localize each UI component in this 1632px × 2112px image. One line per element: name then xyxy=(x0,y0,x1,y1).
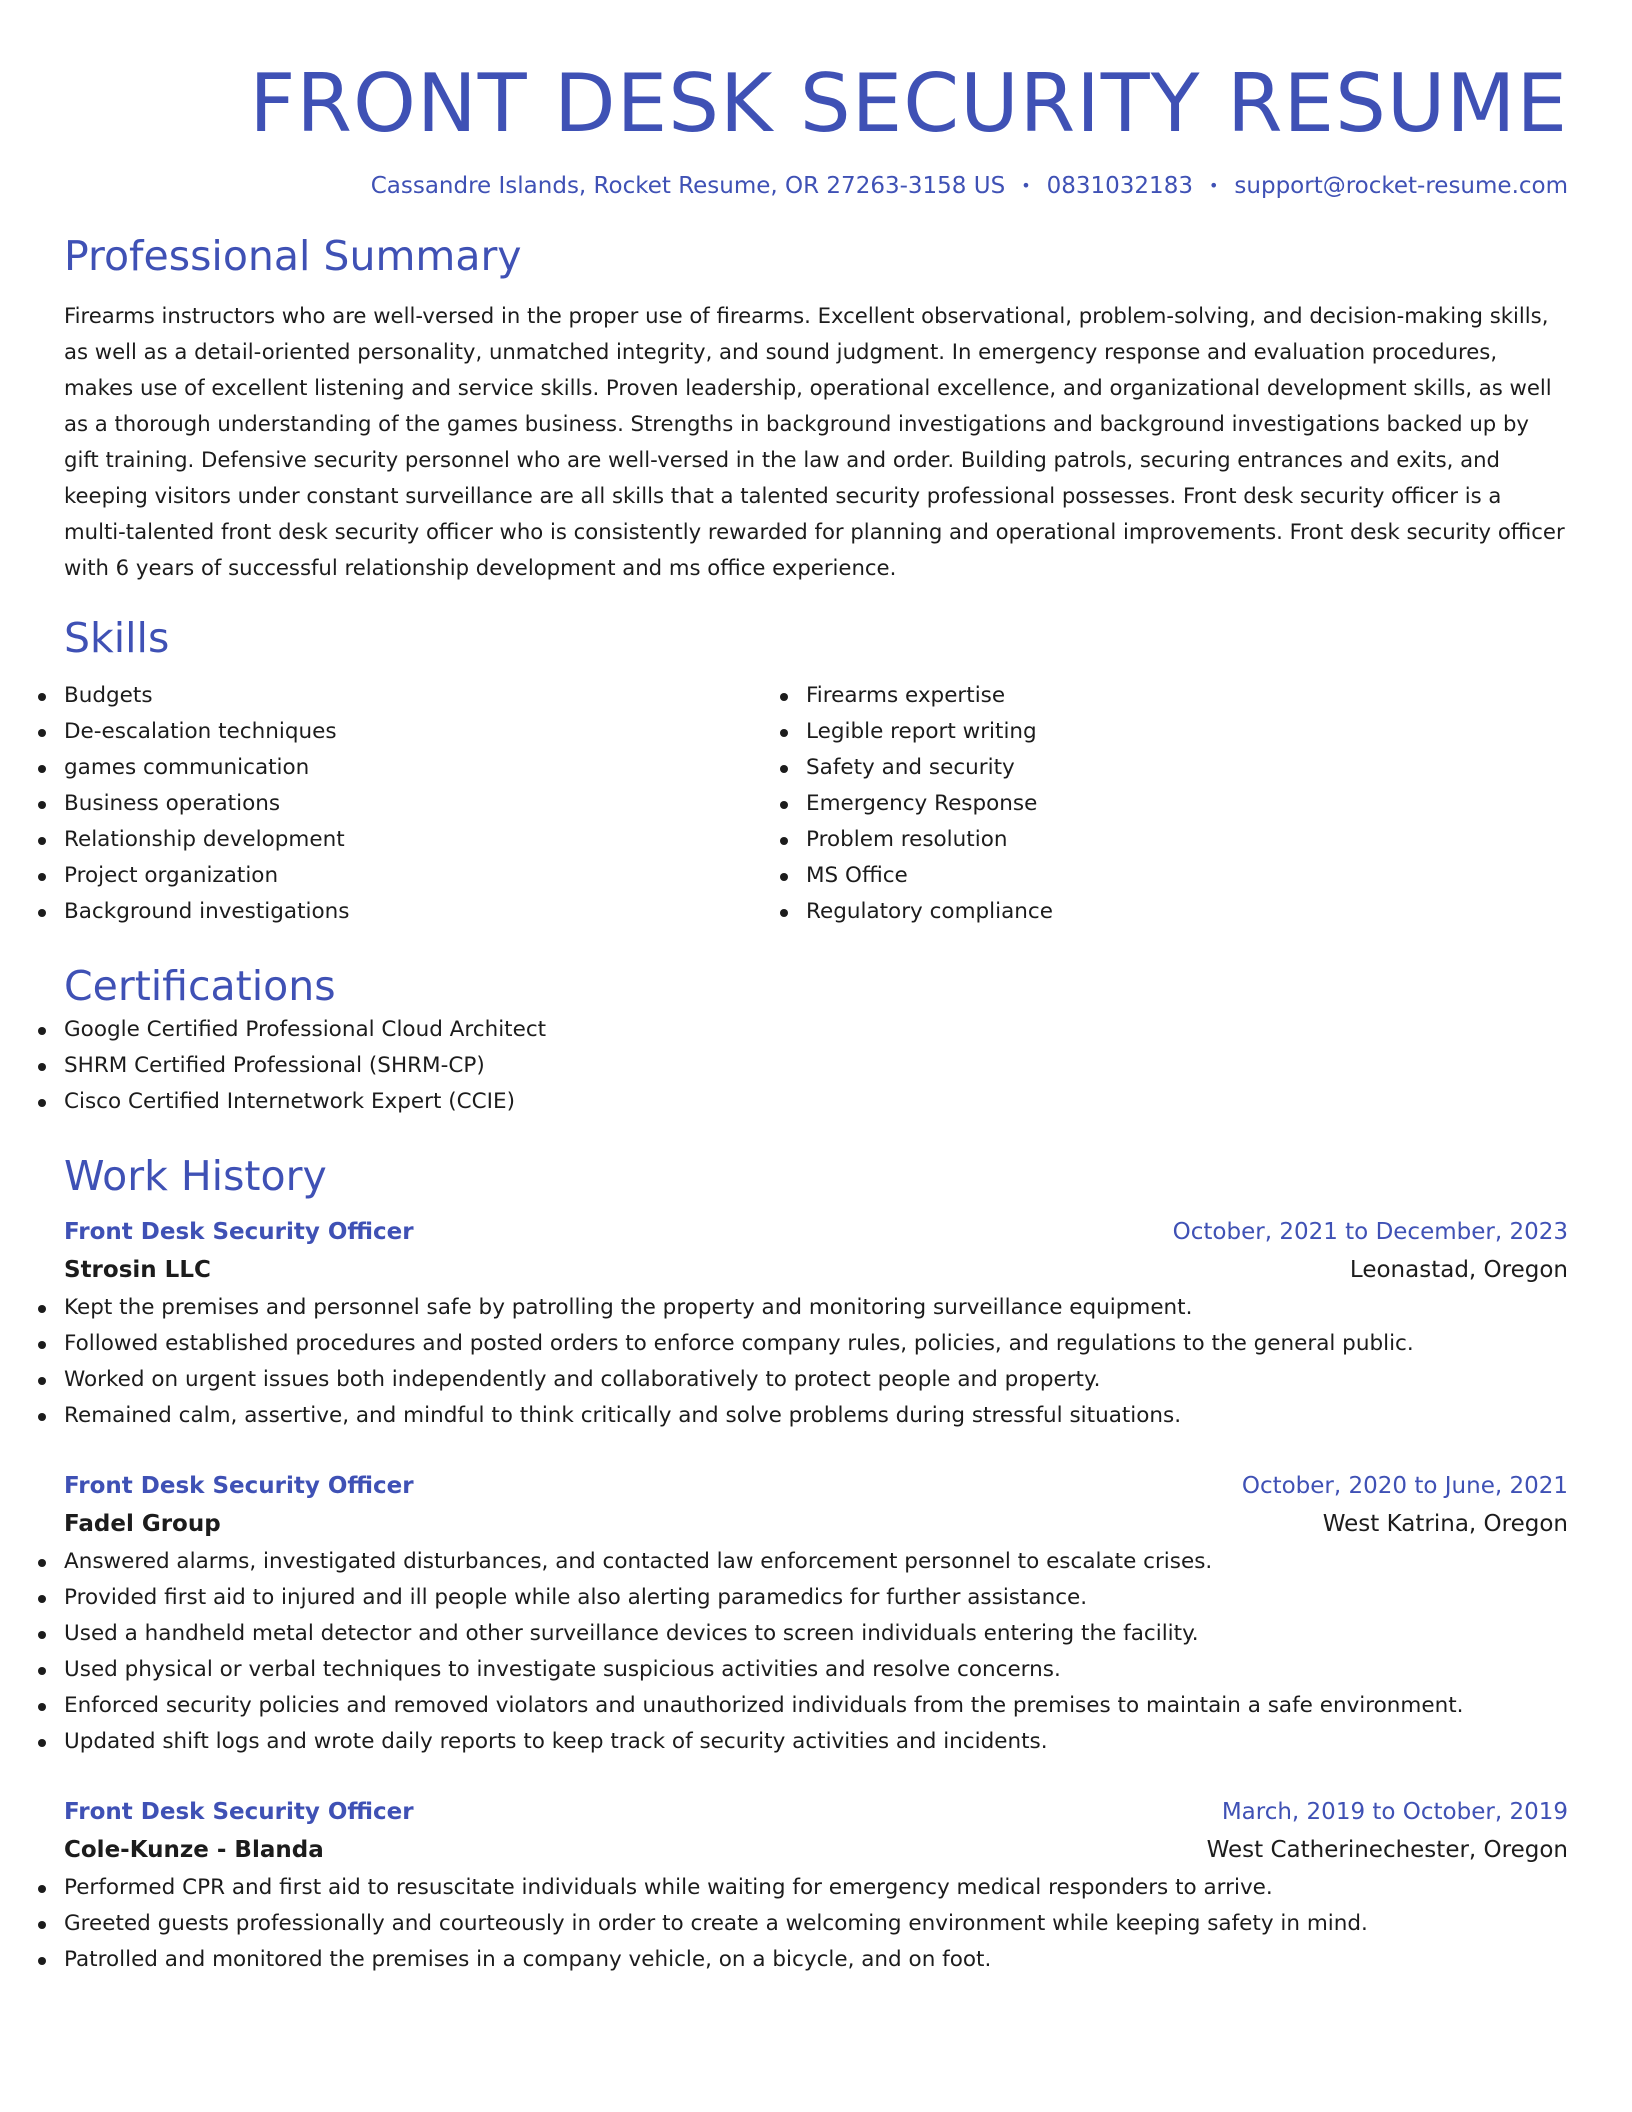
skill-item: Project organization xyxy=(64,858,806,894)
contact-line xyxy=(64,170,1568,202)
job-role: Front Desk Security Officer xyxy=(64,1799,414,1825)
job-bullet: Performed CPR and first aid to resuscitate individuals while waiting for emergency medical responders to arrive. xyxy=(64,1870,1568,1906)
contact-address: Cassandre Islands, Rocket Resume, OR 27263-3158 US xyxy=(370,173,1006,199)
skill-item: MS Office xyxy=(806,858,1548,894)
job-company-row xyxy=(64,1830,1568,1870)
job-dates: October, 2021 to December, 2023 xyxy=(1172,1219,1568,1245)
job-entry xyxy=(64,1794,1568,1978)
job-company: Strosin LLC xyxy=(64,1257,211,1283)
resume-title: FRONT DESK SECURITY RESUME xyxy=(249,57,1568,150)
job-role: Front Desk Security Officer xyxy=(64,1219,414,1245)
job-bullet: Followed established procedures and posted orders to enforce company rules, policies, and regulations to the general public. xyxy=(64,1326,1568,1362)
job-bullet: Remained calm, assertive, and mindful to think critically and solve problems during stressful situations. xyxy=(64,1398,1568,1434)
job-entry xyxy=(64,1468,1568,1760)
job-company: Fadel Group xyxy=(64,1511,221,1537)
job-location: West Katrina, Oregon xyxy=(1322,1511,1568,1537)
skill-item: Safety and security xyxy=(806,750,1548,786)
job-bullet: Answered alarms, investigated disturbances, and contacted law enforcement personnel to escalate crises. xyxy=(64,1544,1568,1580)
job-bullet-list xyxy=(64,1544,1568,1760)
certification-item: Google Certified Professional Cloud Architect xyxy=(64,1012,1568,1048)
skills-heading: Skills xyxy=(64,614,170,662)
job-bullet: Worked on urgent issues both independently and collaboratively to protect people and property. xyxy=(64,1362,1568,1398)
contact-phone: 0831032183 xyxy=(1046,173,1193,199)
job-company: Cole-Kunze - Blanda xyxy=(64,1837,324,1863)
contact-separator: • xyxy=(1208,176,1219,195)
job-bullet: Enforced security policies and removed violators and unauthorized individuals from the premises to maintain a safe environment. xyxy=(64,1688,1568,1724)
job-role-row xyxy=(64,1468,1568,1504)
skill-item: Regulatory compliance xyxy=(806,894,1548,930)
job-role: Front Desk Security Officer xyxy=(64,1473,414,1499)
contact-email[interactable]: support@rocket-resume.com xyxy=(1234,173,1568,199)
job-bullet: Patrolled and monitored the premises in a company vehicle, on a bicycle, and on foot. xyxy=(64,1942,1568,1978)
skill-item: Business operations xyxy=(64,786,806,822)
skill-item: games communication xyxy=(64,750,806,786)
certifications-list xyxy=(64,1012,1568,1120)
job-company-row xyxy=(64,1504,1568,1544)
job-role-row xyxy=(64,1794,1568,1830)
skill-item: Background investigations xyxy=(64,894,806,930)
work-history-list xyxy=(64,1214,1568,1978)
job-entry xyxy=(64,1214,1568,1434)
job-bullet: Provided first aid to injured and ill people while also alerting paramedics for further assistance. xyxy=(64,1580,1568,1616)
job-dates: October, 2020 to June, 2021 xyxy=(1241,1473,1568,1499)
job-bullet: Used a handheld metal detector and other surveillance devices to screen individuals entering the facility. xyxy=(64,1616,1568,1652)
job-bullet-list xyxy=(64,1290,1568,1434)
job-location: West Catherinechester, Oregon xyxy=(1206,1837,1568,1863)
certification-item: Cisco Certified Internetwork Expert (CCIE) xyxy=(64,1084,1568,1120)
skill-item: De-escalation techniques xyxy=(64,714,806,750)
work-history-heading: Work History xyxy=(64,1152,327,1200)
certifications-heading: Certifications xyxy=(64,962,336,1010)
job-bullet: Greeted guests professionally and courteously in order to create a welcoming environment while keeping safety in mind. xyxy=(64,1906,1568,1942)
certification-item: SHRM Certified Professional (SHRM-CP) xyxy=(64,1048,1568,1084)
skill-item: Firearms expertise xyxy=(806,678,1548,714)
job-dates: March, 2019 to October, 2019 xyxy=(1221,1799,1568,1825)
skills-right-column xyxy=(806,678,1548,930)
contact-separator: • xyxy=(1021,176,1031,195)
job-bullet: Kept the premises and personnel safe by patrolling the property and monitoring surveillance equipment. xyxy=(64,1290,1568,1326)
skill-item: Emergency Response xyxy=(806,786,1548,822)
job-location: Leonastad, Oregon xyxy=(1349,1257,1568,1283)
summary-text: Firearms instructors who are well-versed in the proper use of firearms. Excellent observational, problem-solving, and decision-making skills, as well as a detail-oriented personality, unmatched integrity, and sound judgment. In emergency response and evaluation procedures, makes use of excellent listening and service skills. Proven leadership, operational excellence, and organizational development skills, as well as a thorough understanding of the games business. Strengths in background investigations and background investigations backed up by gift training. Defensive security personnel who are well-versed in the law and order. Building patrols, securing entrances and exits, and keeping visitors under constant surveillance are all skills that a talented security professional possesses. Front desk security officer is a multi-talented front desk security officer who is consistently rewarded for planning and operational improvements. Front desk security officer with 6 years of successful relationship development and ms office experience. xyxy=(64,303,1565,580)
job-bullet: Used physical or verbal techniques to investigate suspicious activities and resolve concerns. xyxy=(64,1652,1568,1688)
summary-heading: Professional Summary xyxy=(64,232,522,280)
skill-item: Relationship development xyxy=(64,822,806,858)
skill-item: Budgets xyxy=(64,678,806,714)
resume-page xyxy=(64,0,1568,1978)
job-bullet: Updated shift logs and wrote daily reports to keep track of security activities and incidents. xyxy=(64,1724,1568,1760)
job-role-row xyxy=(64,1214,1568,1250)
skills-grid xyxy=(64,678,1568,930)
skill-item: Problem resolution xyxy=(806,822,1548,858)
skills-left-column xyxy=(64,678,806,930)
skill-item: Legible report writing xyxy=(806,714,1548,750)
job-company-row xyxy=(64,1250,1568,1290)
job-bullet-list xyxy=(64,1870,1568,1978)
